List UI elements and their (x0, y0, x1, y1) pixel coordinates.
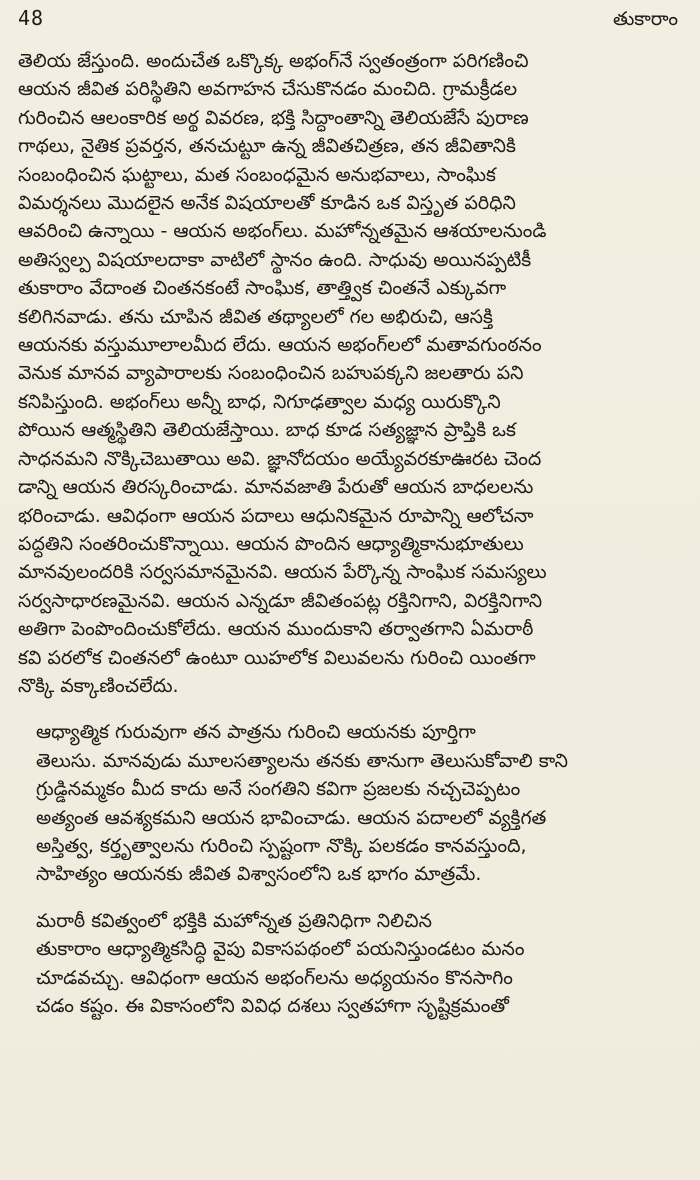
text-line: ఆవరించి ఉన్నాయి - ఆయన అభంగ్‌లు. మహోన్నతమైన ఆశయాలనుండి (18, 220, 547, 243)
text-line: నొక్కి వక్కాణించలేదు. (18, 674, 179, 697)
text-line: గాథలు, నైతిక ప్రవర్తన, తనచుట్టూ ఉన్న జీవితచిత్రణ, తన జీవితానికి (18, 135, 516, 158)
text-line: చూడవచ్చు. ఆవిధంగా ఆయన అభంగ్‌లను అధ్యయనం కొనసాగిం (36, 966, 513, 989)
text-line: కవి పరలోక చింతనలో ఉంటూ యిహలోక విలువలను గురించి యింతగా (18, 646, 536, 669)
text-line: ఆయనకు వస్తుమూలాలమీద లేదు. ఆయన అభంగ్‌లలో మతావగుంఠనం (18, 334, 542, 357)
text-line: అతిస్వల్ప విషయాలదాకా వాటిలో స్థానం ఉంది. సాధువు అయినప్పటికీ (18, 248, 532, 271)
text-line: అతిగా పెంపొందించుకోలేదు. ఆయన ముందుకాని తర్వాతగాని ఏమరాఠీ (18, 618, 534, 641)
text-line: కనిపిస్తుంది. అభంగ్‌లు అన్నీ బాధ, నిగూఢత్వాల మధ్య యిరుక్కొని (18, 390, 501, 413)
text-line: మానవులందరికి సర్వసమానమైనవి. ఆయన పేర్కొన్న సాంఘిక సమస్యలు (18, 561, 547, 584)
text-line: వెనుక మానవ వ్యాపారాలకు సంబంధించిన బహుపక్కని జలతారు పని (18, 362, 524, 385)
paragraph-2 (18, 718, 680, 888)
text-line: డాన్ని ఆయన తిరస్కరించాడు. మానవజాతి పేరుతో ఆయన బాధలలను (18, 476, 534, 499)
chapter-title: తుకారాం (612, 8, 678, 30)
text-line: సర్వసాధారణమైనవి. ఆయన ఎన్నడూ జీవితంపట్ల రక్తినిగాని, విరక్తినిగాని (18, 589, 543, 612)
text-line: ఆధ్యాత్మిక గురువుగా తన పాత్రను గురించి ఆయనకు పూర్తిగా (36, 721, 476, 744)
page-number: 48 (18, 6, 45, 30)
text-line: పోయిన ఆత్మస్థితిని తెలియజేస్తాయి. బాధ కూడ సత్యజ్ఞాన ప్రాప్తికి ఒక (18, 419, 516, 442)
text-line: మరాఠీ కవిత్వంలో భక్తికి మహోన్నత ప్రతినిధిగా నిలిచిన (36, 909, 432, 932)
running-header (18, 0, 680, 44)
paragraph-3 (18, 907, 680, 1021)
text-line: అత్యంత ఆవశ్యకమని ఆయన భావించాడు. ఆయన పదాలలో వ్యక్తిగత (36, 806, 547, 829)
text-line: అస్తిత్వ, కర్తృత్వాలను గురించి స్పష్టంగా నొక్కి పలకడం కానవస్తుంది, (36, 834, 527, 857)
text-line: చడం కష్టం. ఈ వికాసంలోని వివిధ దశలు స్వతహాగా సృష్టిక్రమంతో (36, 995, 509, 1017)
text-line: తెలుసు. మానవుడు మూలసత్యాలను తనకు తానుగా తెలుసుకోవాలి కాని (36, 749, 568, 772)
text-line: భరించాడు. ఆవిధంగా ఆయన పదాలు ఆధునికమైన రూపాన్ని ఆలోచనా (18, 504, 534, 527)
text-line: సాధనమని నొక్కిచెబుతాయి అవి. జ్ఞానోదయం అయ్యేవరకూఊరట చెంద (18, 447, 542, 470)
text-line: గురించిన ఆలంకారిక అర్థ వివరణ, భక్తి సిద్ధాంతాన్ని తెలియజేసే పురాణ (18, 106, 529, 129)
text-line: తుకారాం వేదాంత చింతనకంటే సాంఘిక, తాత్త్విక చింతనే ఎక్కువగా (18, 277, 507, 300)
text-line: కలిగినవాడు. తను చూపిన జీవిత తథ్యాలలో గల అభిరుచి, ఆసక్తి (18, 305, 493, 328)
text-line: సాహిత్యం ఆయనకు జీవిత విశ్వాసంలోని ఒక భాగం మాత్రమే. (36, 863, 482, 886)
text-line: గ్రుడ్డినమ్మకం మీద కాదు అనే సంగతిని కవిగా ప్రజలకు నచ్చచెప్పటం (36, 778, 521, 801)
text-line: ఆయన జీవిత పరిస్థితిని అవగాహన చేసుకొనడం మంచిది. గ్రామక్రీడల (18, 78, 518, 101)
text-line: తుకారాం ఆధ్యాత్మికసిద్ధి వైపు వికాసపథంలో పయనిస్తుండటం మనం (36, 938, 525, 961)
text-line: విమర్శనలు మొదలైన అనేక విషయాలతో కూడిన ఒక విస్తృత పరిధిని (18, 192, 516, 215)
text-line: తెలియ జేస్తుంది. అందుచేత ఒక్కొక్క అభంగ్‌నే స్వతంత్రంగా పరిగణించి (18, 50, 529, 72)
text-line: సంబంధించిన ఘట్టాలు, మత సంబంధమైన అనుభవాలు, సాంఘిక (18, 163, 496, 186)
paragraph-1 (18, 47, 680, 700)
text-line: పద్ధతిని సంతరించుకొన్నాయి. ఆయన పొందిన ఆధ్యాత్మికానుభూతులు (18, 532, 524, 555)
